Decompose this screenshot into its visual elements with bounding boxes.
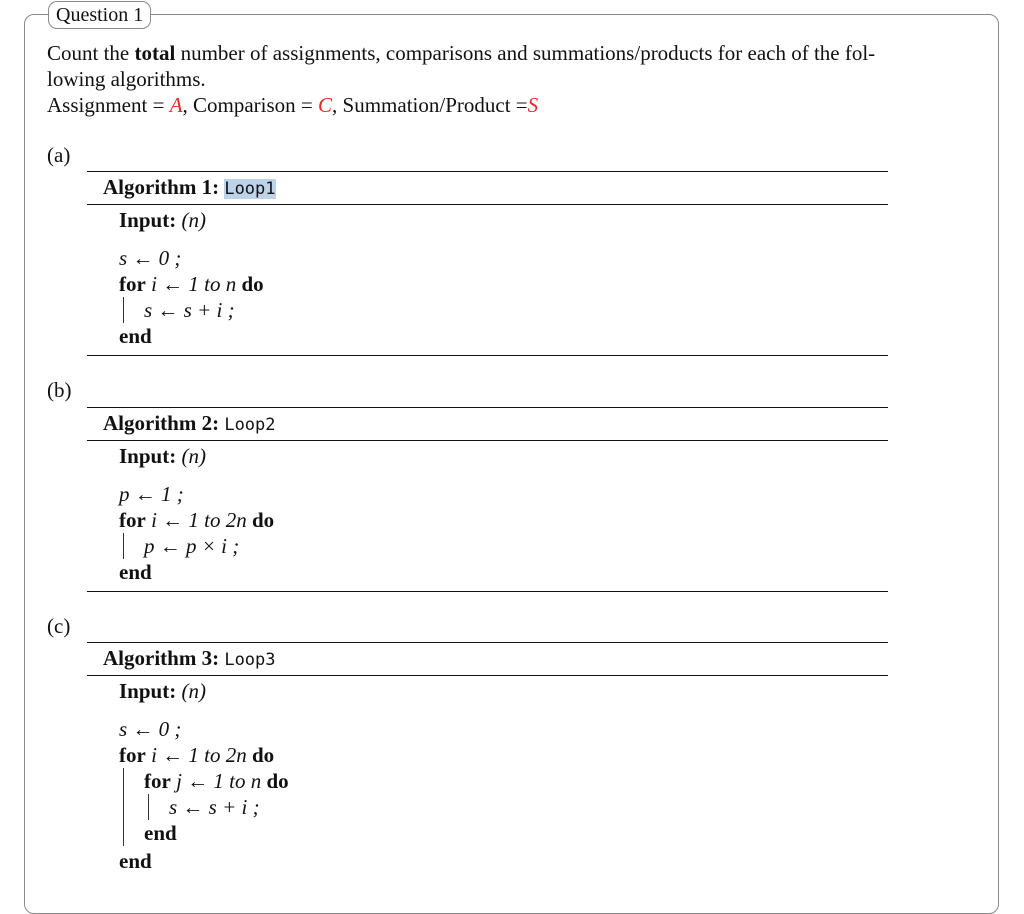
assignment-symbol: A [169,93,183,117]
end-line: end [119,324,152,348]
algorithm-name: Loop3 [224,650,276,670]
part-c-label: (c) [47,614,71,638]
algorithm-title: Algorithm 1: Loop1 [103,175,276,199]
code-line: s ← s + i ; [123,297,235,323]
input-line: Input: (n) [119,208,206,232]
inner-end-line: end [144,821,177,845]
algorithm-name: Loop1 [224,179,276,199]
end-line: end [119,560,152,584]
for-line: for i ← 1 to n do [119,272,264,296]
algorithm-2 [87,407,888,592]
question-intro [47,40,982,118]
symbol-legend: Assignment = A, Comparison = C, Summation/Product =S [47,93,539,117]
algorithm-title: Algorithm 3: Loop3 [103,646,276,670]
bottom-rule [87,355,888,356]
algorithm-body [87,441,888,585]
part-a-label: (a) [47,143,71,167]
loop-body [119,297,888,323]
code-line: p ← 1 ; [119,482,184,506]
comparison-symbol: C [318,93,333,117]
input-line: Input: (n) [119,679,206,703]
intro-line-1: Count the total number of assignments, comparisons and summations/products for each of the fol- [47,41,876,65]
code-line: s ← 0 ; [119,246,182,270]
outer-loop-body [119,768,888,846]
for-line: for i ← 1 to 2n do [119,508,275,532]
algorithm-body [87,676,888,874]
algorithm-title: Algorithm 2: Loop2 [103,411,276,435]
input-line: Input: (n) [119,444,206,468]
code-line: s ← s + i ; [148,794,260,820]
algorithm-1 [87,171,888,356]
loop-body [119,533,888,559]
intro-line-2: lowing algorithms. [47,67,206,91]
part-b-label: (b) [47,378,72,402]
code-line: p ← p × i ; [123,533,239,559]
algorithm-body [87,205,888,349]
inner-loop-body [144,794,289,820]
bottom-rule [87,591,888,592]
question-label: Question 1 [48,1,151,29]
summation-symbol: S [527,93,539,117]
end-line: end [119,849,152,873]
inner-for-line: for j ← 1 to n do [144,769,289,793]
algorithm-name: Loop2 [224,415,276,435]
for-line: for i ← 1 to 2n do [119,743,275,767]
code-line: s ← 0 ; [119,717,182,741]
algorithm-3 [87,642,888,874]
